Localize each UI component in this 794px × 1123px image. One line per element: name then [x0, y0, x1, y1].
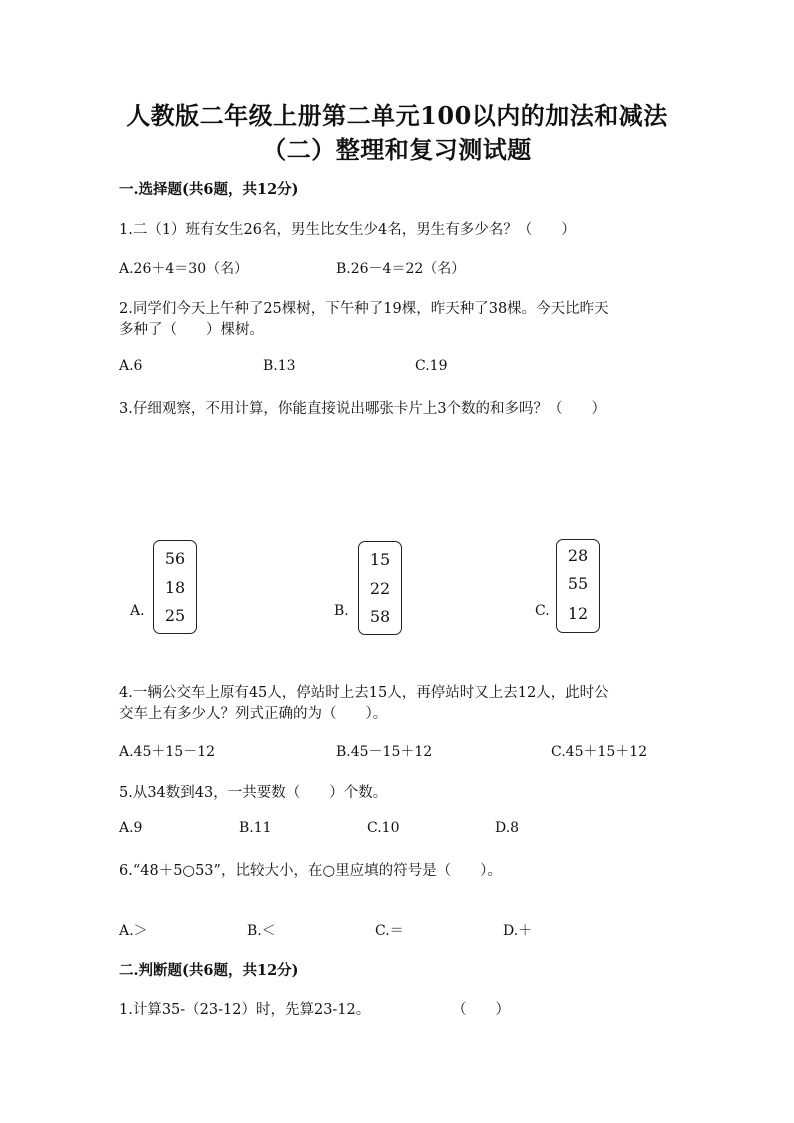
question-6-option-d[interactable]: D.＋ [503, 923, 533, 939]
question-2-stem-line1: 2.同学们今天上午种了25棵树，下午种了19棵，昨天种了38棵。今天比昨天 [119, 301, 609, 317]
card-a-number-1: 56 [164, 549, 186, 568]
question-6-option-a[interactable]: A.＞ [119, 923, 148, 939]
card-b-number-3: 58 [369, 607, 391, 626]
question-6-stem: 6.“48＋5○53”，比较大小，在○里应填的符号是（ ）。 [119, 863, 502, 879]
question-5-stem: 5.从34数到43，一共要数（ ）个数。 [119, 785, 388, 801]
question-5-option-b[interactable]: B.11 [239, 820, 272, 836]
card-c-number-2: 55 [567, 574, 589, 593]
question-2-stem-line2: 多种了（ ）棵树。 [119, 322, 264, 338]
question-4-option-a[interactable]: A.45＋15－12 [119, 744, 216, 760]
question-4-option-b[interactable]: B.45－15＋12 [336, 744, 433, 760]
question-6-option-c[interactable]: C.＝ [375, 923, 404, 939]
card-b-number-2: 22 [369, 579, 391, 598]
question-5-option-c[interactable]: C.10 [367, 820, 400, 836]
question-5-option-d[interactable]: D.8 [495, 820, 520, 836]
question-1-option-a[interactable]: A.26＋4＝30（名） [119, 261, 249, 277]
question-4-option-c[interactable]: C.45＋15＋12 [551, 744, 648, 760]
question-4-stem-line2: 交车上有多少人？列式正确的为（ ）。 [119, 706, 388, 722]
card-c-label[interactable]: C. [535, 603, 550, 619]
card-a-number-2: 18 [164, 578, 186, 597]
card-a-label[interactable]: A. [130, 603, 145, 619]
page-title-line1: 人教版二年级上册第二单元100以内的加法和减法 [126, 101, 668, 130]
question-4-stem-line1: 4.一辆公交车上原有45人，停站时上去15人，再停站时又上去12人，此时公 [119, 685, 609, 701]
question-1-option-b[interactable]: B.26－4＝22（名） [336, 261, 466, 277]
card-a-number-3: 25 [164, 606, 186, 625]
card-b-label[interactable]: B. [334, 603, 349, 619]
question-5-option-a[interactable]: A.9 [119, 820, 143, 836]
judge-question-1-answer-blank[interactable]: （ ） [452, 1002, 510, 1018]
question-1-stem: 1.二（1）班有女生26名，男生比女生少4名，男生有多少名？（ ） [119, 222, 576, 238]
card-c-number-3: 12 [567, 604, 589, 623]
question-6-option-b[interactable]: B.＜ [247, 923, 276, 939]
question-3-stem: 3.仔细观察，不用计算，你能直接说出哪张卡片上3个数的和多吗？（ ） [119, 401, 607, 417]
number-card-a[interactable] [153, 540, 197, 634]
number-card-c[interactable] [556, 539, 600, 633]
section-heading-choice: 一.选择题(共6题，共12分) [119, 181, 299, 198]
judge-question-1-stem: 1.计算35-（23-12）时，先算23-12。 [119, 1002, 371, 1018]
card-b-number-1: 15 [369, 550, 391, 569]
number-card-b[interactable] [358, 541, 402, 635]
question-2-option-c[interactable]: C.19 [415, 358, 448, 374]
page-title-line2: （二）整理和复习测试题 [262, 135, 532, 164]
card-c-number-1: 28 [567, 546, 589, 565]
section-heading-true-false: 二.判断题(共6题，共12分) [119, 962, 299, 979]
question-2-option-b[interactable]: B.13 [263, 358, 296, 374]
question-2-option-a[interactable]: A.6 [119, 358, 143, 374]
